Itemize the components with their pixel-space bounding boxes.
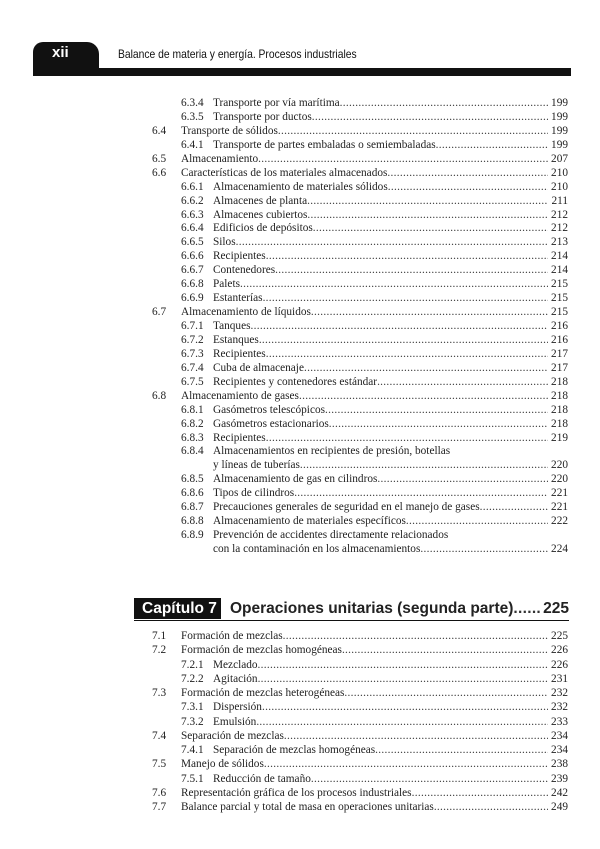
entry-page: 220 [551,473,568,486]
entry-page: 225 [551,630,568,642]
entry-title: Contenedores [213,264,276,277]
entry-number: 7.2 [152,644,167,657]
entry-page: 221 [551,501,568,514]
entry-number: 6.3.4 [181,97,204,109]
toc-entry [0,700,600,714]
entry-title: Manejo de sólidos [181,758,264,771]
entry-number: 6.8 [152,389,167,402]
entry-page: 234 [551,744,568,756]
entry-page: 234 [551,729,568,742]
toc-list-chapter-6 [0,96,600,556]
entry-number: 6.6.9 [181,292,204,305]
toc-entry [0,96,600,110]
entry-title: Almacenamiento de materiales sólidos [213,180,388,193]
entry-title: Almacenes cubiertos [213,208,308,221]
entry-number: 6.8.9 [181,529,204,542]
entry-number: 7.5.1 [181,772,204,785]
toc-entry [0,472,600,486]
entry-number: 6.4 [152,124,167,137]
entry-number: 6.6.7 [181,264,204,277]
entry-page: 226 [551,644,568,657]
entry-title: Formación de mezclas [181,630,283,642]
entry-number: 7.6 [152,786,167,799]
chapter-heading [134,598,569,621]
toc-entry [0,757,600,771]
entry-number: 7.7 [152,801,167,813]
entry-page: 218 [551,403,568,416]
entry-number: 7.5 [152,758,167,771]
entry-number: 7.3.1 [181,701,204,714]
entry-page: 232 [551,701,568,714]
entry-title: Reducción de tamaño [213,772,311,785]
entry-number: 7.2.1 [181,658,204,671]
entry-number: 7.3 [152,687,167,699]
toc-entry [0,361,600,375]
entry-number: 7.1 [152,630,167,642]
header-rule [33,68,571,76]
entry-page: 215 [551,292,568,305]
entry-number: 6.6.4 [181,222,204,235]
toc-entry [0,375,600,389]
entry-page: 211 [551,194,568,207]
entry-title: Emulsión [213,715,257,728]
entry-page: 210 [551,180,568,193]
entry-number: 7.2.2 [181,672,204,685]
entry-page: 221 [551,487,568,500]
entry-page: 215 [551,278,568,291]
entry-page: 216 [551,320,568,332]
entry-number: 6.8.6 [181,487,204,500]
entry-title: Cuba de almacenaje [213,361,304,374]
toc-entry [0,389,600,403]
entry-number: 6.8.1 [181,403,204,416]
entry-title: Transporte de sólidos [181,124,278,137]
entry-title: Recipientes [213,250,266,263]
toc-entry [0,743,600,757]
entry-title: Características de los materiales almacenados [181,166,388,179]
toc-entry [0,800,600,814]
entry-title: Almacenamiento de líquidos [181,306,311,319]
toc-list-chapter-7 [0,629,600,814]
toc-entry [0,528,600,542]
toc-entry [0,333,600,347]
chapter-page: 225 [543,600,569,617]
entry-title-continued: y líneas de tuberías [213,459,300,472]
entry-page: 239 [551,772,568,785]
entry-number: 7.4.1 [181,744,204,756]
entry-title: Transporte por vía marítima [213,97,340,109]
entry-number: 6.5 [152,152,167,165]
toc-entry [0,672,600,686]
entry-title: Recipientes [213,431,266,444]
toc-entry [0,180,600,194]
toc-entry [0,124,600,138]
entry-page: 199 [551,124,568,137]
entry-number: 6.6.5 [181,236,204,249]
entry-page: 232 [551,687,568,699]
toc-entry [0,138,600,152]
entry-page: 217 [551,361,568,374]
entry-number: 6.8.8 [181,515,204,528]
entry-number: 6.7.1 [181,320,204,332]
entry-page: 215 [551,306,568,319]
entry-number: 6.6.1 [181,180,204,193]
toc-entry [0,305,600,319]
entry-number: 6.7.4 [181,361,204,374]
toc-entry [0,629,600,643]
entry-title: Almacenamiento de gases [181,389,299,402]
toc-entry [0,194,600,208]
entry-page: 199 [551,110,568,123]
entry-page: 207 [551,152,568,165]
entry-number: 6.8.7 [181,501,204,514]
entry-title: Recipientes y contenedores estándar [213,375,378,388]
toc-entry [0,500,600,514]
entry-number: 6.3.5 [181,110,204,123]
toc-entry [0,643,600,657]
entry-title: Edificios de depósitos [213,222,313,235]
entry-number: 6.7.2 [181,333,204,346]
toc-entry [0,277,600,291]
entry-title: Almacenamiento [181,152,259,165]
entry-title: Separación de mezclas [181,729,284,742]
entry-number: 6.6.8 [181,278,204,291]
entry-page: 226 [551,658,568,671]
entry-page: 212 [551,208,568,221]
toc-entry [0,686,600,700]
toc-entry [0,729,600,743]
entry-number: 7.3.2 [181,715,204,728]
toc-entry [0,514,600,528]
entry-page: 222 [551,515,568,528]
entry-page: 218 [551,417,568,430]
chapter-label: Capítulo 7 [134,598,221,619]
entry-number: 6.8.5 [181,473,204,486]
entry-number: 6.8.2 [181,417,204,430]
entry-page: 249 [551,801,568,813]
running-header-title: Balance de materia y energía. Procesos industriales [118,47,357,61]
entry-page: 218 [551,389,568,402]
entry-page: 231 [551,672,568,685]
entry-number: 7.4 [152,729,167,742]
entry-title: Transporte de partes embaladas o semiembaladas [213,138,436,151]
entry-number: 6.6.3 [181,208,204,221]
entry-page: 199 [551,138,568,151]
entry-page: 238 [551,758,568,771]
entry-page: 233 [551,715,568,728]
toc-entry [0,249,600,263]
entry-title: Balance parcial y total de masa en operaciones unitarias [181,801,434,813]
entry-number: 6.4.1 [181,138,204,151]
toc-entry [0,715,600,729]
entry-title: Dispersión [213,701,262,714]
toc-entry [0,417,600,431]
toc-entry [0,444,600,458]
toc-entry [0,166,600,180]
entry-number: 6.6.6 [181,250,204,263]
entry-number: 6.7 [152,306,167,319]
entry-number: 6.6 [152,166,167,179]
entry-page: 220 [551,459,568,472]
entry-title: Mezclado [213,658,258,671]
entry-page: 217 [551,347,568,360]
entry-page: 219 [551,431,568,444]
entry-number: 6.7.3 [181,347,204,360]
entry-page: 224 [551,543,568,555]
entry-page: 199 [551,97,568,109]
entry-title: Estanques [213,333,259,346]
toc-entry [0,221,600,235]
toc-entry [0,786,600,800]
entry-number: 6.8.4 [181,445,204,458]
entry-title: Precauciones generales de seguridad en el manejo de gases [213,501,480,514]
entry-number: 6.7.5 [181,375,204,388]
toc-entry [0,263,600,277]
entry-title: Tanques [213,320,251,332]
entry-number: 6.8.3 [181,431,204,444]
entry-page: 214 [551,264,568,277]
entry-title: Agitación [213,672,258,685]
entry-title: Almacenamientos en recipientes de presión, botellas [213,445,451,458]
entry-title: Palets [213,278,240,291]
entry-number: 6.6.2 [181,194,204,207]
entry-title: Tipos de cilindros [213,487,295,500]
entry-title: Recipientes [213,347,266,360]
entry-page: 213 [551,236,568,249]
entry-title: Separación de mezclas homogéneas [213,744,376,756]
toc-entry [0,431,600,445]
toc-entry [0,486,600,500]
entry-title: Formación de mezclas heterogéneas [181,687,345,699]
toc-entry [0,658,600,672]
toc-entry [0,291,600,305]
toc-entry [0,152,600,166]
entry-page: 212 [551,222,568,235]
entry-title: Formación de mezclas homogéneas [181,644,342,657]
toc-entry [0,772,600,786]
entry-page: 242 [551,786,568,799]
toc-entry [0,208,600,222]
toc-entry [0,110,600,124]
chapter-title: Operaciones unitarias (segunda parte) [230,600,514,617]
entry-title: Estanterías [213,292,263,305]
entry-title: Almacenamiento de materiales específicos [213,515,406,528]
toc-entry-continuation [0,458,600,472]
page-number: xii [52,44,69,61]
entry-title-continued: con la contaminación en los almacenamientos [213,543,421,555]
toc-entry [0,235,600,249]
entry-title: Representación gráfica de los procesos industriales [181,786,412,799]
entry-title: Gasómetros estacionarios [213,417,329,430]
entry-title: Transporte por ductos [213,110,312,123]
entry-title: Prevención de accidentes directamente relacionados [213,529,449,542]
entry-title: Gasómetros telescópicos [213,403,325,416]
entry-page: 218 [551,375,568,388]
entry-title: Silos [213,236,236,249]
toc-entry [0,319,600,333]
toc-entry-continuation [0,542,600,556]
entry-page: 216 [551,333,568,346]
toc-entry [0,347,600,361]
entry-title: Almacenamiento de gas en cilindros [213,473,378,486]
entry-page: 214 [551,250,568,263]
toc-entry [0,403,600,417]
entry-title: Almacenes de planta [213,194,308,207]
entry-page: 210 [551,166,568,179]
